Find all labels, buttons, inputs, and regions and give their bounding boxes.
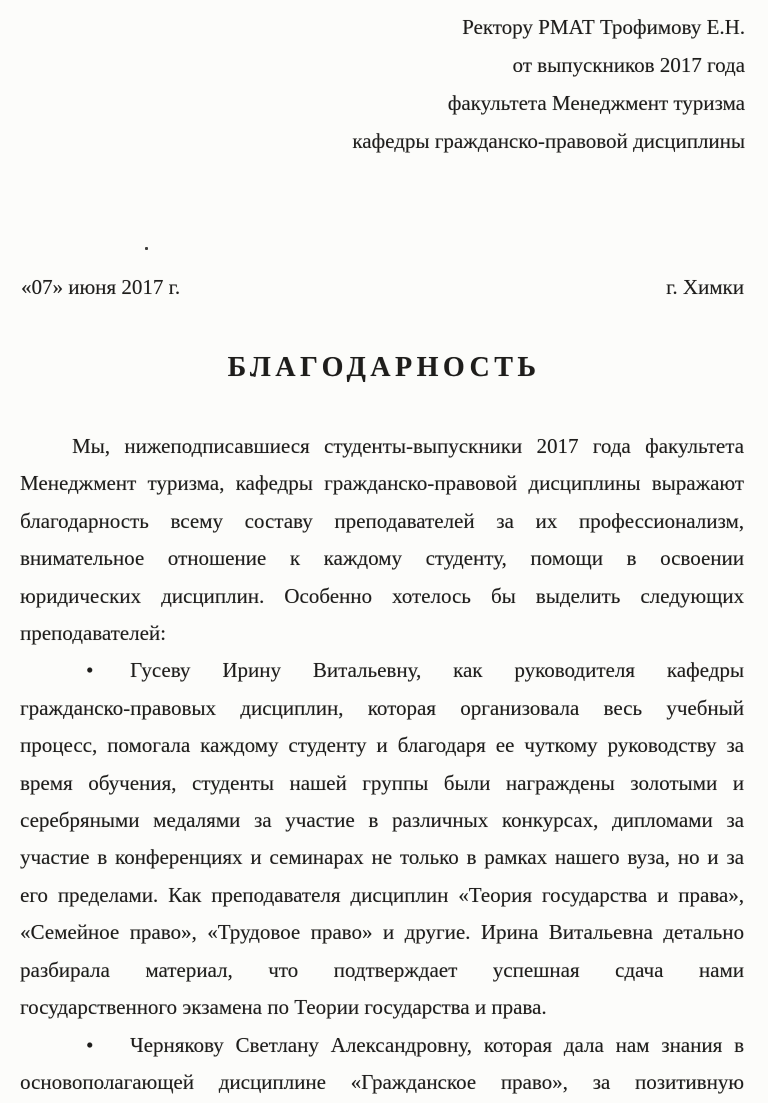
body-line: серебряными медалями за участие в различных конкурсах, дипломами за xyxy=(20,808,744,833)
body-line: процесс, помогала каждому студенту и благодаря ее чуткому руководству за xyxy=(20,733,744,758)
document-title: БЛАГОДАРНОСТЬ xyxy=(227,352,541,383)
body-line: Мы, нижеподписавшиеся студенты-выпускники 2017 года факультета xyxy=(72,434,744,458)
body-line: участие в конференциях и семинарах не только в рамках нашего вуза, но и за xyxy=(20,845,744,870)
body-line: его пределами. Как преподавателя дисциплин «Теория государства и права», xyxy=(20,882,744,907)
body-paragraph xyxy=(20,652,744,1026)
body-line: гражданско-правовых дисциплин, которая организовала весь учебный xyxy=(20,695,744,720)
recipient-line: от выпускников 2017 года xyxy=(512,53,745,77)
body-line: разбирала материал, что подтверждает успешная сдача нами xyxy=(20,957,744,982)
body-line: юридических дисциплин. Особенно хотелось бы выделить следующих xyxy=(20,583,744,608)
body-line-text: Чернякову Светлану Александровну, которая дала нам знания в xyxy=(130,1032,744,1057)
recipient-line: факультета Менеджмент туризма xyxy=(447,91,745,115)
recipient-line: кафедры гражданско-правовой дисциплины xyxy=(352,129,745,153)
body-line-text: Гусеву Ирину Витальевну, как руководителя кафедры xyxy=(130,658,744,683)
recipient-block xyxy=(352,8,745,160)
body-paragraph xyxy=(20,1027,744,1102)
body-line xyxy=(20,1027,744,1064)
body-line xyxy=(20,652,744,689)
recipient-line: Ректору РМАТ Трофимову Е.Н. xyxy=(462,15,745,39)
body-line: основополагающей дисциплине «Гражданское право», за позитивную xyxy=(20,1069,744,1094)
body-line: «Семейное право», «Трудовое право» и другие. Ирина Витальевна детально xyxy=(20,920,744,945)
body-line: внимательное отношение к каждому студенту, помощи в освоении xyxy=(20,546,744,571)
document-body xyxy=(20,428,744,1101)
body-line: преподавателей: xyxy=(20,621,166,646)
scan-artifact-dot xyxy=(145,247,148,250)
bullet-icon: • xyxy=(86,658,94,683)
body-paragraph xyxy=(20,428,744,652)
place-text: г. Химки xyxy=(666,275,744,299)
body-line: время обучения, студенты нашей группы были награждены золотыми и xyxy=(20,770,744,795)
bullet-icon: • xyxy=(86,1032,94,1057)
body-line: Менеджмент туризма, кафедры гражданско-правовой дисциплины выражают xyxy=(20,471,744,496)
body-line: благодарность всему составу преподавателей за их профессионализм, xyxy=(20,508,744,533)
body-line: государственного экзамена по Теории государства и права. xyxy=(20,995,547,1020)
date-place-row xyxy=(21,274,744,300)
date-text: «07» июня 2017 г. xyxy=(21,275,181,299)
